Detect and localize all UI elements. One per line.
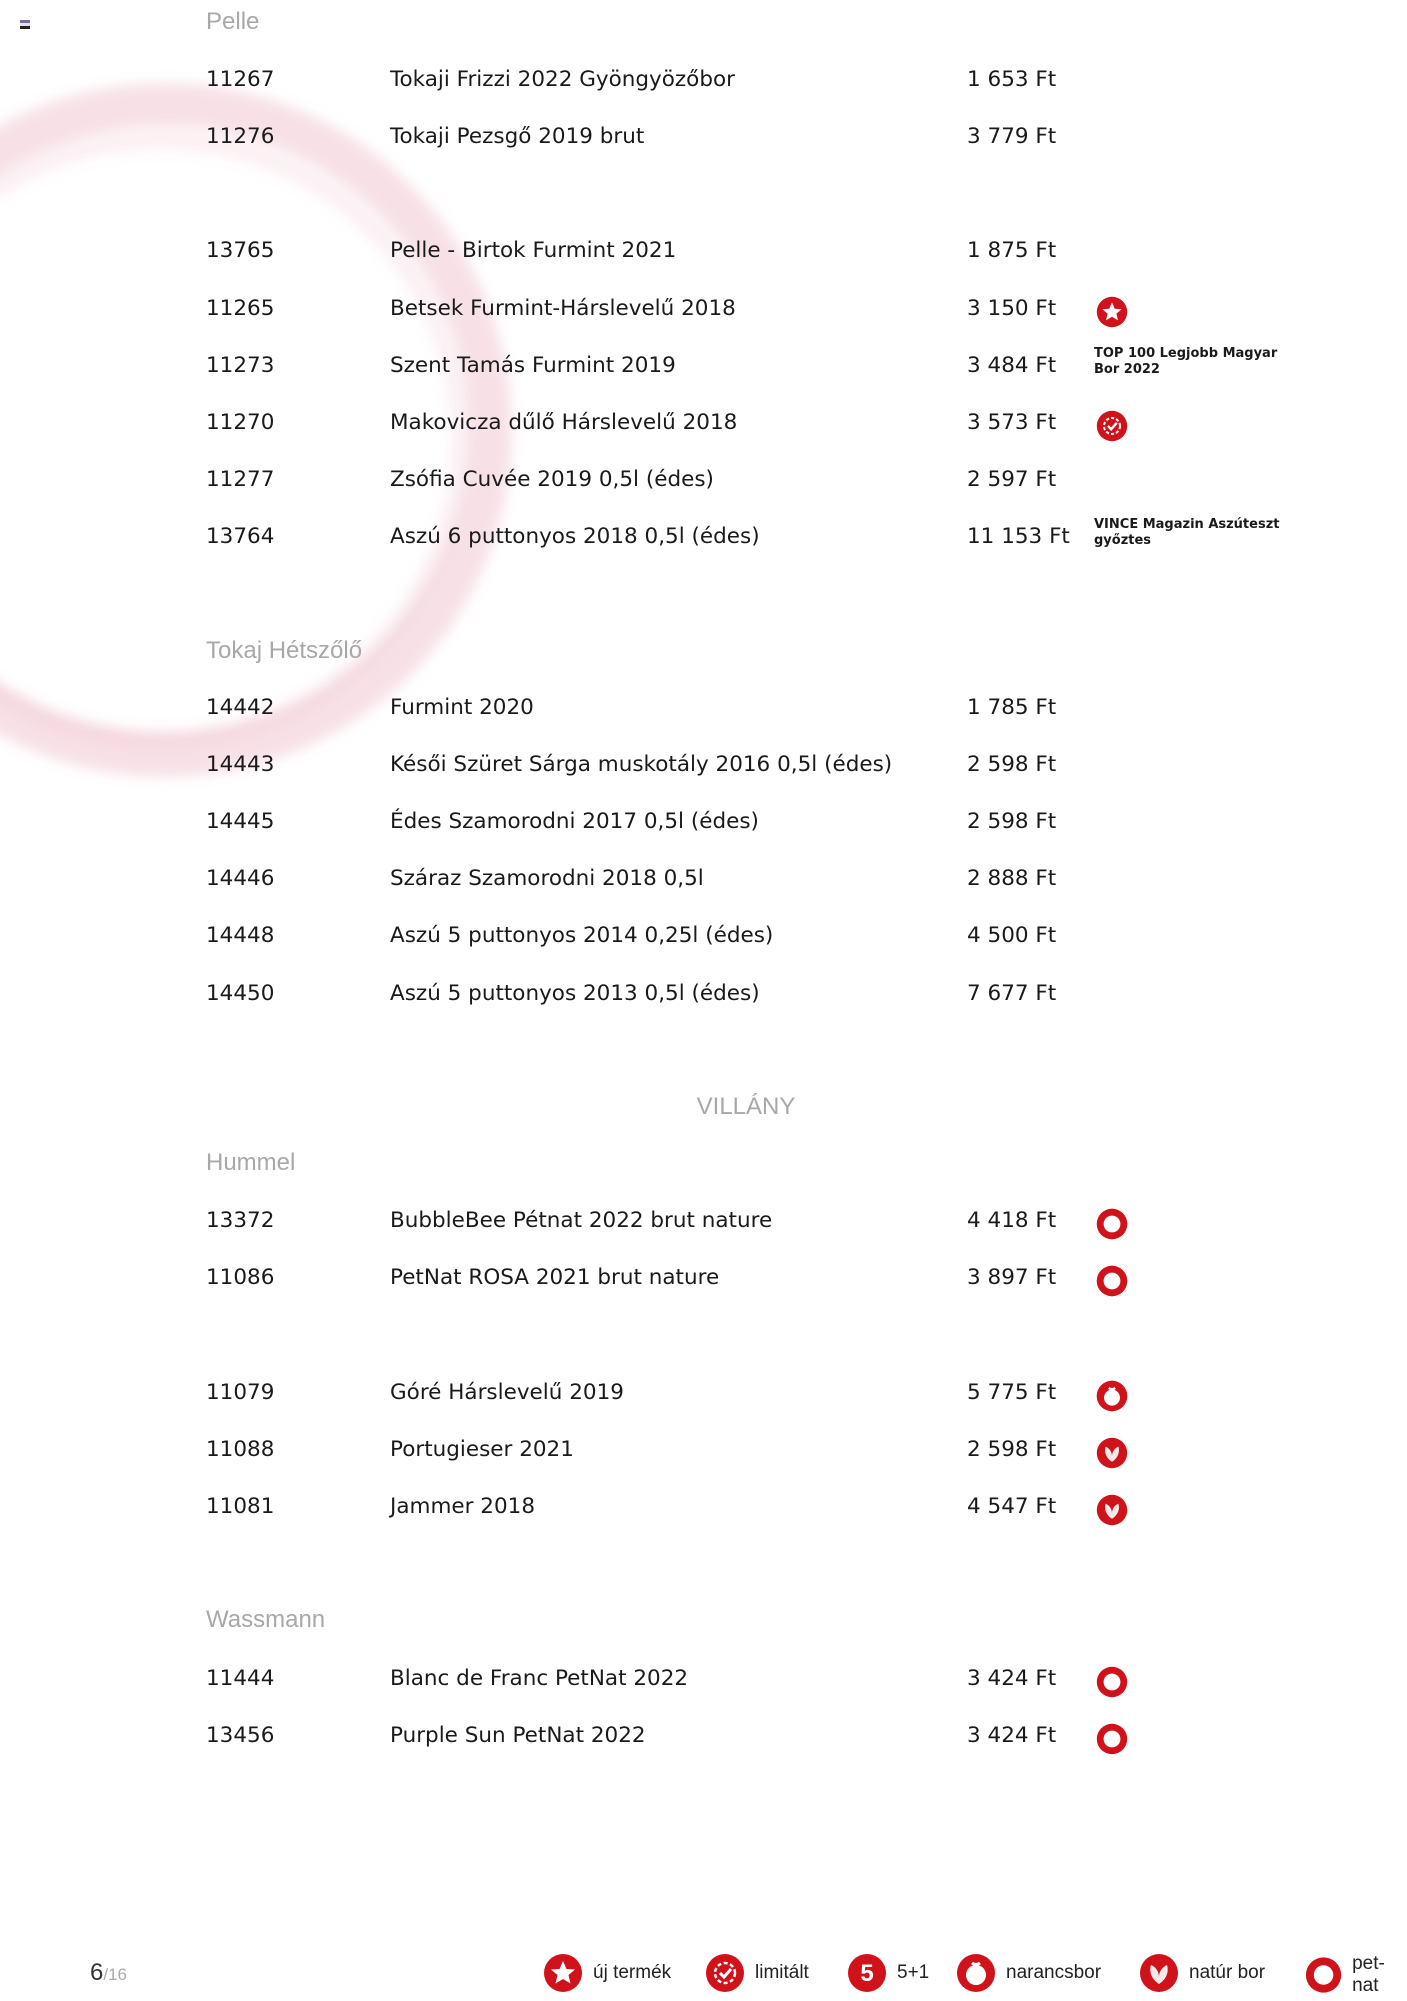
legend-label: narancsbor [1006,1962,1102,1983]
wine-name: Aszú 6 puttonyos 2018 0,5l (édes) [390,524,760,549]
wine-name: Késői Szüret Sárga muskotály 2016 0,5l (édes) [390,752,893,777]
wine-row [0,806,1407,836]
product-code: 14446 [206,866,275,891]
price: 3 150 Ft [967,296,1057,321]
wine-name: Blanc de Franc PetNat 2022 [390,1666,689,1691]
wine-name: Tokaji Frizzi 2022 Gyöngyözőbor [390,67,735,92]
legend-label: limitált [755,1962,809,1983]
price: 1 653 Ft [967,67,1057,92]
wine-row [0,346,1407,380]
wine-row [0,1663,1407,1693]
natur-icon [1096,1494,1128,1526]
limited-icon [705,1953,745,1993]
wine-name: PetNat ROSA 2021 brut nature [390,1265,720,1290]
wine-row [0,1491,1407,1521]
product-code: 11270 [206,410,275,435]
price: 2 888 Ft [967,866,1057,891]
product-code: 14442 [206,695,275,720]
wine-row [0,407,1407,437]
wine-name: Tokaji Pezsgő 2019 brut [390,124,645,149]
price: 5 775 Ft [967,1380,1057,1405]
award-note: VINCE Magazin Aszúteszt győztes [1094,517,1280,548]
price: 3 424 Ft [967,1666,1057,1691]
wine-name: Zsófia Cuvée 2019 0,5l (édes) [390,467,714,492]
wine-name: Jammer 2018 [390,1494,536,1519]
legend-item-natur [1139,1953,1265,1993]
price: 4 418 Ft [967,1208,1057,1233]
wine-name: Furmint 2020 [390,695,534,720]
product-code: 11277 [206,467,275,492]
product-code: 13764 [206,524,275,549]
product-code: 11444 [206,1666,275,1691]
price: 1 875 Ft [967,238,1057,263]
product-code: 11265 [206,296,275,321]
product-code: 14443 [206,752,275,777]
product-code: 11273 [206,353,275,378]
wine-row [0,293,1407,323]
svg-text:5: 5 [860,1960,874,1987]
petnat-icon [1096,1208,1128,1240]
wine-row [0,1720,1407,1750]
price: 2 598 Ft [967,1437,1057,1462]
producer-heading: Pelle [206,8,260,35]
wine-row [0,1377,1407,1407]
wine-row [0,1262,1407,1292]
total-pages: /16 [103,1965,127,1984]
wine-row [0,863,1407,893]
award-note: TOP 100 Legjobb Magyar Bor 2022 [1094,346,1278,377]
region-heading: VILLÁNY [696,1093,796,1120]
product-code: 13372 [206,1208,275,1233]
five-icon [847,1953,887,1993]
flag-icon [20,20,30,29]
wine-row [0,749,1407,779]
price: 3 897 Ft [967,1265,1057,1290]
wine-row [0,464,1407,494]
price: 2 598 Ft [967,752,1057,777]
price: 3 573 Ft [967,410,1057,435]
product-code: 14450 [206,981,275,1006]
wine-name: Száraz Szamorodni 2018 0,5l [390,866,704,891]
legend-label: pet-nat [1352,1953,1385,1996]
limited-icon [1096,410,1128,442]
legend-item-orange [956,1953,1101,1993]
natur-icon [1139,1953,1179,1993]
wine-name: Makovicza dűlő Hárslevelű 2018 [390,410,738,435]
producer-heading: Tokaj Hétszőlő [206,637,363,664]
orange-icon [1096,1380,1128,1412]
legend-label: natúr bor [1189,1962,1266,1983]
petnat-icon [1096,1265,1128,1297]
legend-item-limited [705,1953,809,1993]
price: 4 547 Ft [967,1494,1057,1519]
wine-name: Szent Tamás Furmint 2019 [390,353,676,378]
price: 3 424 Ft [967,1723,1057,1748]
natur-icon [1096,1437,1128,1469]
star-icon [1096,296,1128,328]
price: 3 484 Ft [967,353,1057,378]
wine-row [0,517,1407,551]
product-code: 14445 [206,809,275,834]
legend-label: 5+1 [897,1962,930,1983]
star-icon [543,1953,583,1993]
wine-name: Góré Hárslevelű 2019 [390,1380,624,1405]
wine-name: Édes Szamorodni 2017 0,5l (édes) [390,809,759,834]
wine-row [0,978,1407,1008]
legend-item-star [543,1953,671,1993]
price: 4 500 Ft [967,923,1057,948]
price: 7 677 Ft [967,981,1057,1006]
wine-row [0,235,1407,265]
price: 3 779 Ft [967,124,1057,149]
price: 2 598 Ft [967,809,1057,834]
price: 11 153 Ft [967,524,1070,549]
producer-heading: Wassmann [206,1606,326,1633]
product-code: 13456 [206,1723,275,1748]
wine-row [0,692,1407,722]
price: 1 785 Ft [967,695,1057,720]
page-number [90,1959,127,1987]
wine-name: BubbleBee Pétnat 2022 brut nature [390,1208,773,1233]
footer [0,1951,1407,1995]
wine-name: Aszú 5 puttonyos 2013 0,5l (édes) [390,981,760,1006]
wine-name: Betsek Furmint-Hárslevelű 2018 [390,296,736,321]
producer-heading: Hummel [206,1149,296,1176]
petnat-icon [1096,1723,1128,1755]
product-code: 11079 [206,1380,275,1405]
wine-row [0,1434,1407,1464]
legend-item-petnat [1305,1953,1407,1997]
wine-name: Aszú 5 puttonyos 2014 0,25l (édes) [390,923,774,948]
product-code: 11081 [206,1494,275,1519]
product-code: 14448 [206,923,275,948]
current-page: 6 [90,1959,104,1986]
petnat-icon [1305,1955,1342,1995]
wine-row [0,920,1407,950]
wine-row [0,64,1407,94]
product-code: 11088 [206,1437,275,1462]
wine-name: Pelle - Birtok Furmint 2021 [390,238,677,263]
wine-name: Portugieser 2021 [390,1437,574,1462]
wine-row [0,1205,1407,1235]
product-code: 11276 [206,124,275,149]
product-code: 11267 [206,67,275,92]
wine-name: Purple Sun PetNat 2022 [390,1723,646,1748]
legend-item-five [847,1953,929,1993]
orange-icon [956,1953,996,1993]
product-code: 13765 [206,238,275,263]
wine-row [0,121,1407,151]
petnat-icon [1096,1666,1128,1698]
product-code: 11086 [206,1265,275,1290]
price: 2 597 Ft [967,467,1057,492]
legend-label: új termék [593,1962,672,1983]
